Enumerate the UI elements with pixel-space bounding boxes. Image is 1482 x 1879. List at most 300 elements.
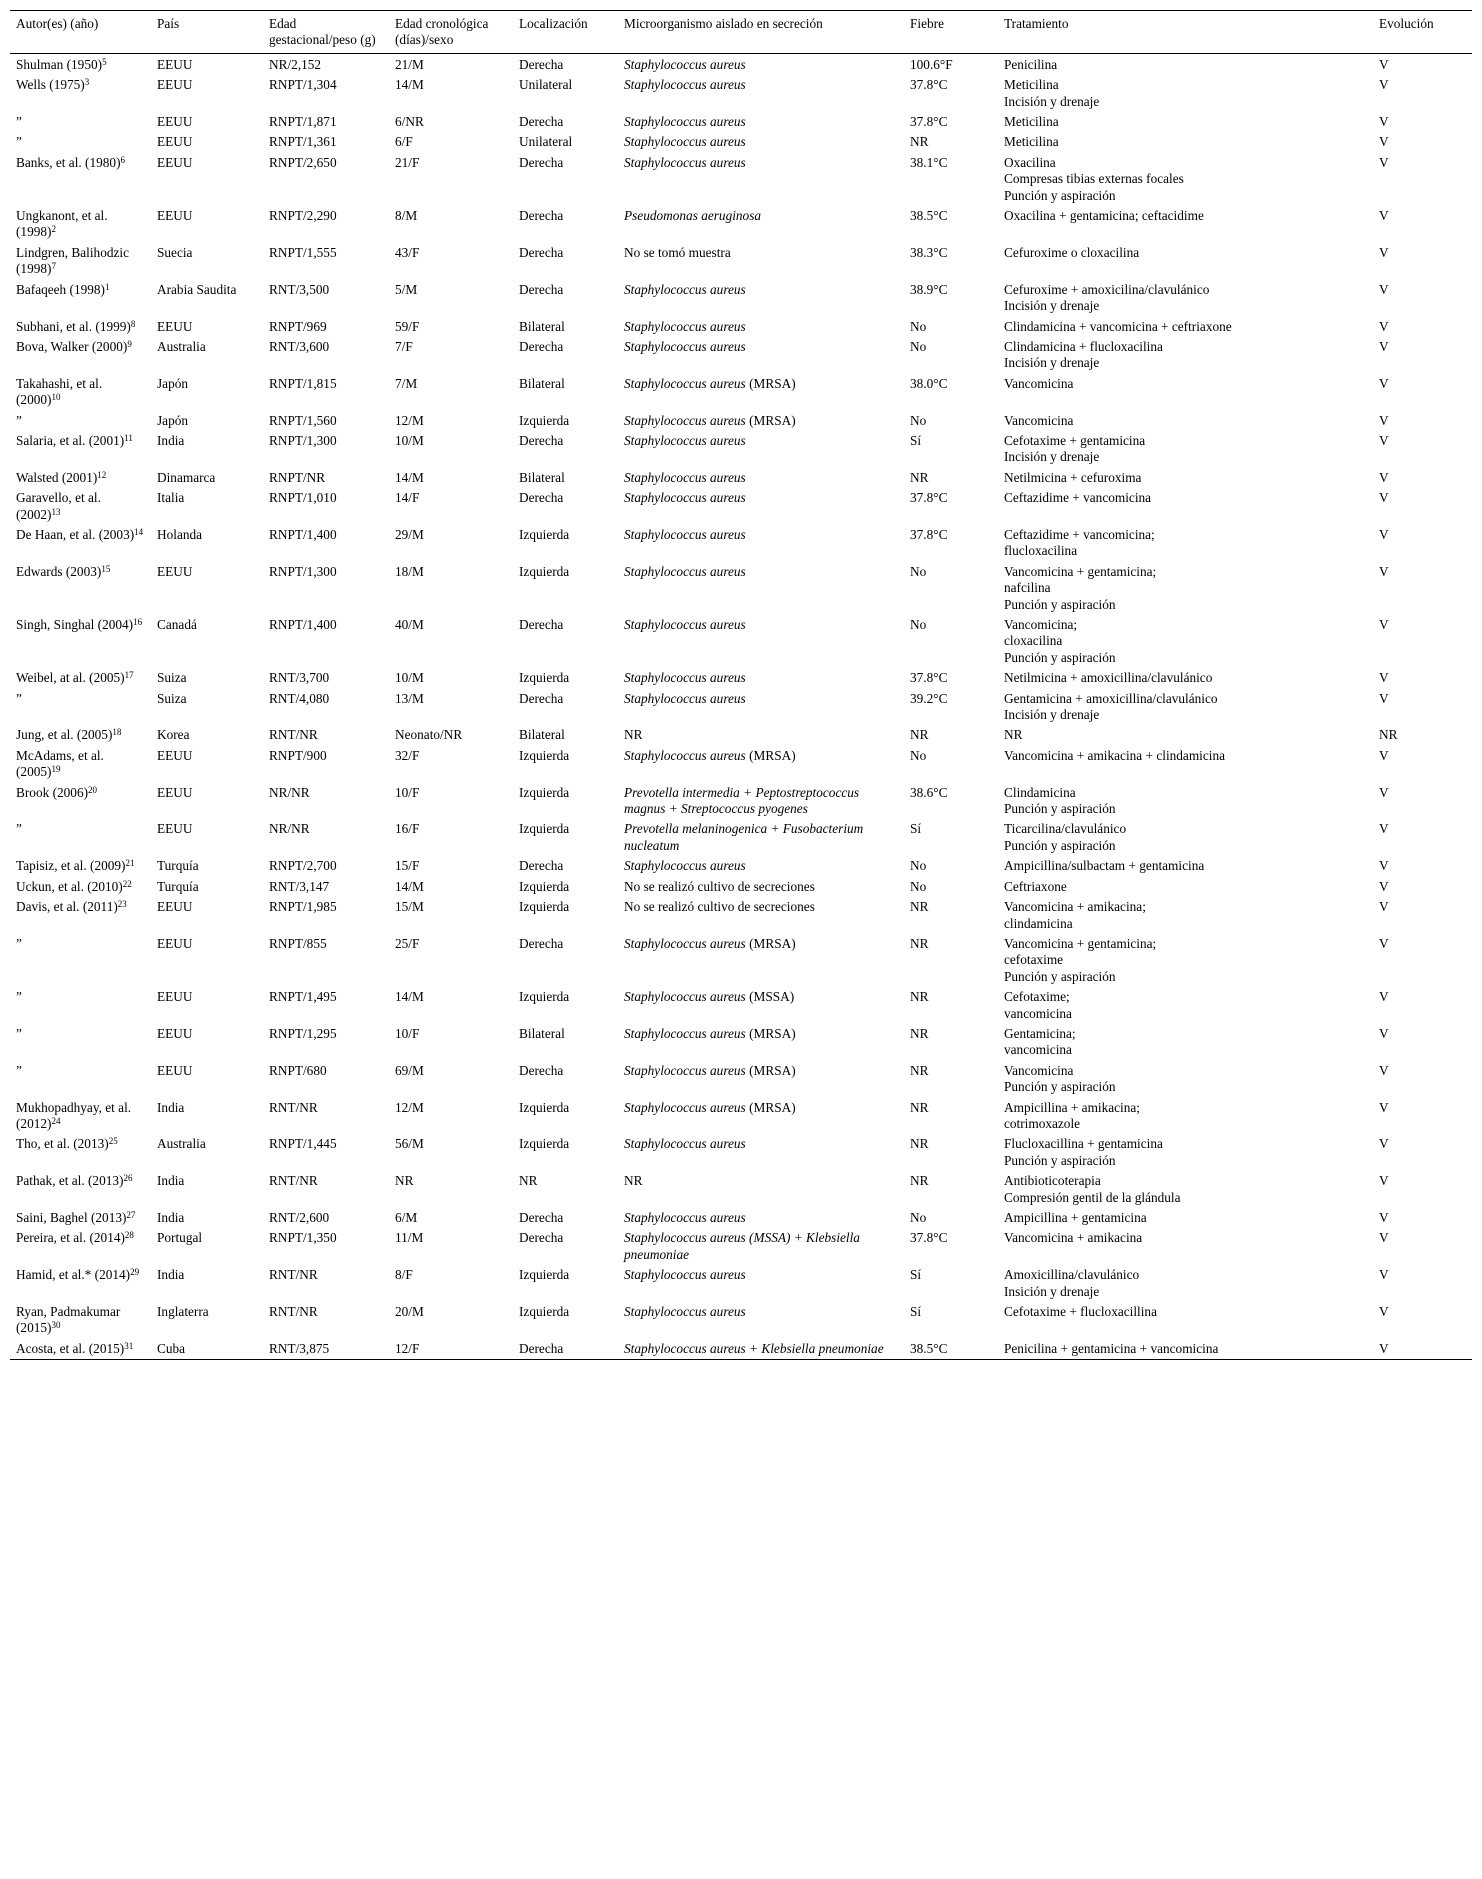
cell-treatment [998,1098,1373,1135]
author-text: Bova, Walker (2000) [16,338,128,354]
cell-country: Turquía [157,878,199,894]
cell-chronological-age: 21/F [395,154,420,170]
cell-fever: No [910,747,927,763]
cell-microorganism [618,374,904,411]
col-header-treatment: Tratamiento [1004,16,1069,31]
microorganism-text: Staphylococcus aureus [624,318,746,334]
cell-country: EEUU [157,899,193,915]
cell-evolution: V [1379,432,1389,448]
cell-gestational-age: RNT/3,875 [269,1340,330,1356]
cell-evolution: V [1379,1062,1389,1078]
author-text: Uckun, et al. (2010) [16,878,123,894]
cell-chronological-age: 10/F [395,784,420,800]
cell-country: Australia [157,338,206,354]
cell-location: Derecha [519,490,564,506]
cell-location: Derecha [519,935,564,951]
cell-evolution: V [1379,617,1389,632]
treatment-line: Gentamicina; [1004,1025,1076,1041]
cell-author [10,75,151,112]
cell-location: Izquierda [519,1304,570,1320]
microorganism-text: Staphylococcus aureus [624,77,746,93]
table-row [10,317,1472,337]
cell-gestational-age: RNT/4,080 [269,690,330,706]
microorganism-text: Staphylococcus aureus [624,1062,746,1078]
treatment-line: Vancomicina + amikacina [1004,1230,1143,1246]
table-row [10,934,1472,987]
cell-author [10,431,151,468]
microorganism-text: Staphylococcus aureus [624,747,746,763]
cell-microorganism [618,668,904,688]
cell-country: India [157,1267,185,1283]
cell-gestational-age: RNT/3,500 [269,281,330,297]
cell-country: India [157,1099,185,1115]
reference-number: 3 [84,77,90,88]
cell-evolution: V [1379,375,1389,391]
author-text: Takahashi, et al. (2000) [16,375,103,408]
reference-number: 14 [134,526,144,537]
cell-gestational-age: RNPT/1,361 [269,134,337,150]
cell-location: Derecha [519,432,564,448]
treatment-line: Punción y aspiración [1004,1079,1116,1095]
microorganism-text: Staphylococcus aureus [624,989,746,1005]
cell-country: EEUU [157,1062,193,1078]
microorganism-text: Staphylococcus aureus [624,690,746,706]
treatment-line: Cefuroxime + amoxicilina/clavulánico [1004,281,1210,297]
cell-gestational-age: RNT/NR [269,727,318,743]
microorganism-text: Staphylococcus aureus [624,563,746,579]
cell-author [10,725,151,745]
cell-chronological-age: 40/M [395,617,424,632]
table-row [10,431,1472,468]
cell-country: Japón [157,375,189,391]
cell-fever: No [910,318,927,334]
treatment-line: Vancomicina + amikacina; [1004,899,1146,915]
cell-microorganism [618,725,904,745]
cell-treatment [998,132,1373,152]
cell-author [10,562,151,615]
treatment-line: Meticilina [1004,134,1059,150]
cell-country: Inglaterra [157,1304,209,1320]
cell-chronological-age: 14/F [395,490,420,506]
cell-gestational-age: RNT/2,600 [269,1210,330,1225]
microorganism-text: Staphylococcus aureus [624,1136,746,1152]
cell-gestational-age: RNPT/NR [269,469,326,485]
table-row [10,374,1472,411]
treatment-line: Vancomicina [1004,1062,1074,1078]
microorganism-text: NR [624,727,643,743]
cell-chronological-age: 12/F [395,1340,420,1356]
microorganism-text: Staphylococcus aureus [624,281,746,297]
col-header-author: Autor(es) (año) [16,16,99,31]
microorganism-text: Staphylococcus aureus [624,412,746,428]
treatment-line: Oxacilina [1004,154,1056,170]
cell-fever: 37.8°C [910,1230,948,1246]
microorganism-text: Staphylococcus aureus [624,1267,746,1283]
cell-author [10,53,151,75]
cell-chronological-age: 16/F [395,821,420,837]
treatment-line: Netilmicina + amoxicillina/clavulánico [1004,670,1213,686]
author-text: ” [16,690,22,706]
cell-fever: 37.8°C [910,670,948,686]
cell-author [10,856,151,876]
cell-location: Bilateral [519,318,565,334]
cell-evolution: V [1379,821,1389,837]
cell-fever: 100.6°F [910,56,953,72]
cell-microorganism [618,1302,904,1339]
cell-treatment [998,746,1373,783]
author-text: Jung, et al. (2005) [16,727,113,743]
reference-number: 7 [51,261,56,272]
cell-chronological-age: 14/M [395,989,424,1005]
cell-location: Derecha [519,338,564,354]
cell-country: EEUU [157,134,193,150]
cell-treatment [998,112,1373,132]
cell-gestational-age: RNPT/1,555 [269,244,337,260]
cell-treatment [998,877,1373,897]
cell-evolution: V [1379,244,1389,260]
cell-country: EEUU [157,1025,193,1041]
cell-treatment [998,468,1373,488]
author-text: Salaria, et al. (2001) [16,432,125,448]
cell-location: Izquierda [519,670,570,686]
cell-gestational-age: RNPT/2,700 [269,858,337,874]
treatment-line: Meticilina [1004,77,1059,93]
cell-evolution: V [1379,56,1389,72]
cell-chronological-age: 15/M [395,899,424,915]
cell-author [10,525,151,562]
author-text: De Haan, et al. (2003) [16,526,135,542]
cell-gestational-age: RNT/3,600 [269,338,330,354]
cell-fever: No [910,617,927,632]
treatment-line: Ceftazidime + vancomicina; [1004,526,1155,542]
reference-number: 15 [101,563,111,574]
treatment-line: Gentamicina + amoxicillina/clavulánico [1004,690,1218,706]
microorganism-text: No se realizó cultivo de secreciones [624,878,815,894]
treatment-line: Vancomicina + amikacina + clindamicina [1004,747,1226,763]
cell-location: Izquierda [519,747,570,763]
cell-fever: 39.2°C [910,690,948,706]
cell-treatment [998,280,1373,317]
cell-gestational-age: RNT/3,700 [269,670,330,686]
author-text: ” [16,935,22,951]
cell-evolution: V [1379,1136,1389,1152]
cell-fever: Sí [910,1267,922,1283]
cell-chronological-age: 18/M [395,563,424,579]
table-row [10,75,1472,112]
cell-location: Derecha [519,1230,564,1246]
resistance-tag: (MRSA) [745,412,796,428]
cell-microorganism [618,1339,904,1360]
cell-fever: NR [910,1136,929,1152]
cell-treatment [998,897,1373,934]
table-container [10,10,1472,1360]
cell-microorganism [618,689,904,726]
treatment-line: Amoxicillina/clavulánico [1004,1267,1140,1283]
cell-chronological-age: 14/M [395,469,424,485]
cell-chronological-age: 7/F [395,338,413,354]
cell-location: NR [519,1173,538,1189]
reference-number: 25 [108,1136,118,1147]
cell-chronological-age: 8/F [395,1267,413,1283]
cell-author [10,1302,151,1339]
header-row [10,11,1472,54]
cell-location: Derecha [519,617,564,632]
cell-author [10,1024,151,1061]
cell-treatment [998,75,1373,112]
cell-gestational-age: RNPT/1,815 [269,375,337,391]
cell-treatment [998,206,1373,243]
author-text: Tho, et al. (2013) [16,1136,109,1152]
microorganism-text: Staphylococcus aureus [624,469,746,485]
cell-fever: NR [910,935,929,951]
cell-country: Cuba [157,1340,186,1356]
cell-treatment [998,819,1373,856]
author-text: ” [16,989,22,1005]
cell-chronological-age: 6/NR [395,114,424,130]
reference-number: 22 [122,878,132,889]
microorganism-text: Staphylococcus aureus [624,338,746,354]
cell-microorganism [618,1061,904,1098]
treatment-line: Ampicillina + amikacina; [1004,1099,1140,1115]
cell-chronological-age: 25/F [395,935,420,951]
reference-number: 5 [102,56,107,67]
resistance-tag: (MRSA) [745,935,796,951]
cell-author [10,877,151,897]
table-row [10,987,1472,1024]
cell-fever: NR [910,1025,929,1041]
microorganism-text: Staphylococcus aureus [624,56,746,72]
cell-microorganism [618,1024,904,1061]
cell-microorganism [618,1171,904,1208]
cell-location: Derecha [519,1210,564,1225]
cell-microorganism [618,897,904,934]
reference-number: 13 [51,506,61,517]
author-text: ” [16,134,22,150]
author-text: Wells (1975) [16,77,85,93]
cell-treatment [998,1265,1373,1302]
cell-evolution: V [1379,1025,1389,1041]
cell-chronological-age: 13/M [395,690,424,706]
microorganism-text: Staphylococcus aureus [624,375,746,391]
resistance-tag: (MRSA) [745,1099,796,1115]
reference-number: 12 [97,469,107,480]
cell-gestational-age: NR/NR [269,784,310,800]
treatment-line: Cefotaxime; [1004,989,1070,1005]
cell-country: EEUU [157,821,193,837]
cell-treatment [998,488,1373,525]
treatment-line: NR [1004,727,1023,743]
author-text: Acosta, et al. (2015) [16,1340,125,1356]
treatment-line: Oxacilina + gentamicina; ceftacidime [1004,208,1204,224]
resistance-tag: (MRSA) [745,375,796,391]
treatment-line: Vancomicina [1004,375,1074,391]
cell-author [10,783,151,820]
cell-microorganism [618,132,904,152]
cell-treatment [998,689,1373,726]
table-row [10,615,1472,668]
cell-gestational-age: RNPT/1,300 [269,432,337,448]
resistance-tag: (MRSA) [745,1025,796,1041]
cell-gestational-age: RNT/3,147 [269,878,330,894]
table-row [10,1302,1472,1339]
cell-author [10,280,151,317]
cell-country: Holanda [157,526,203,542]
author-text: Ryan, Padmakumar (2015) [16,1304,121,1336]
cell-author [10,819,151,856]
cell-location: Izquierda [519,412,570,428]
cell-chronological-age: 10/M [395,670,424,686]
cell-location: Derecha [519,154,564,170]
table-row [10,337,1472,374]
cell-treatment [998,562,1373,615]
cell-author [10,987,151,1024]
cell-author [10,317,151,337]
cell-microorganism [618,112,904,132]
cell-chronological-age: 12/M [395,1099,424,1115]
cell-country: Canadá [157,617,197,632]
cell-treatment [998,1061,1373,1098]
cell-treatment [998,337,1373,374]
cell-chronological-age: 7/M [395,375,418,391]
cell-country: EEUU [157,154,193,170]
cell-microorganism [618,206,904,243]
microorganism-text: No se realizó cultivo de secreciones [624,899,815,915]
cell-country: EEUU [157,747,193,763]
cell-country: Japón [157,412,189,428]
cell-treatment [998,1302,1373,1339]
cell-treatment [998,1208,1373,1228]
cell-location: Derecha [519,208,564,224]
cell-location: Derecha [519,858,564,874]
cell-fever: 37.8°C [910,114,948,130]
cell-location: Bilateral [519,469,565,485]
cell-gestational-age: RNPT/1,871 [269,114,337,130]
cell-fever: 38.6°C [910,784,948,800]
microorganism-text: NR [624,1173,643,1189]
resistance-tag: (MSSA) [745,989,795,1005]
cell-author [10,668,151,688]
cell-country: Korea [157,727,190,743]
author-text: Pathak, et al. (2013) [16,1173,124,1189]
table-row [10,280,1472,317]
cell-evolution: V [1379,690,1389,706]
microorganism-text: Staphylococcus aureus [624,617,746,632]
cell-location: Izquierda [519,878,570,894]
cell-location: Izquierda [519,989,570,1005]
cell-author [10,132,151,152]
cell-treatment [998,934,1373,987]
microorganism-text: Staphylococcus aureus [624,1099,746,1115]
col-header-country: País [157,16,180,31]
treatment-line: Punción y aspiración [1004,837,1116,853]
cell-author [10,411,151,431]
cell-fever: NR [910,134,929,150]
cell-evolution: V [1379,338,1389,354]
cell-country: India [157,1173,185,1189]
cell-microorganism [618,562,904,615]
cell-author [10,1339,151,1360]
reference-number: 18 [112,727,122,738]
microorganism-text: Staphylococcus aureus [624,432,746,448]
cell-treatment [998,783,1373,820]
microorganism-text: Staphylococcus aureus + Klebsiella pneumoniae [624,1340,884,1356]
cell-gestational-age: RNPT/1,350 [269,1230,337,1246]
cell-fever: 38.5°C [910,1340,948,1356]
cell-chronological-age: 6/M [395,1210,418,1225]
author-text: Mukhopadhyay, et al. (2012) [16,1099,132,1131]
cell-evolution: V [1379,77,1389,93]
cell-author [10,689,151,726]
table-row [10,468,1472,488]
reference-number: 20 [88,784,98,795]
cell-fever: NR [910,989,929,1005]
cell-location: Derecha [519,244,564,260]
cell-country: EEUU [157,318,193,334]
cell-location: Unilateral [519,77,573,93]
author-text: Pereira, et al. (2014) [16,1230,125,1246]
cell-chronological-age: NR [395,1173,414,1189]
treatment-line: nafcilina [1004,580,1051,596]
col-header-microorganism: Microorganismo aislado en secreción [624,16,823,31]
cell-fever: No [910,878,927,894]
treatment-line: Cefotaxime + flucloxacillina [1004,1304,1157,1320]
table-row [10,783,1472,820]
cell-microorganism [618,1228,904,1265]
cell-author [10,1208,151,1228]
cell-author [10,1098,151,1135]
cell-fever: 38.5°C [910,208,948,224]
cell-treatment [998,153,1373,206]
cell-country: EEUU [157,114,193,130]
table-row [10,1228,1472,1265]
cell-chronological-age: 20/M [395,1304,424,1320]
reference-number: 16 [133,617,143,627]
table-row [10,562,1472,615]
col-header-gestational-age: Edad gestacional/peso (g) [269,16,376,48]
treatment-line: flucloxacilina [1004,543,1078,559]
treatment-line: Penicilina + gentamicina + vancomicina [1004,1340,1219,1356]
author-text: Shulman (1950) [16,56,103,72]
treatment-line: Flucloxacillina + gentamicina [1004,1136,1163,1152]
cell-fever: NR [910,1099,929,1115]
author-text: McAdams, et al. (2005) [16,747,104,780]
reference-number: 21 [125,858,135,869]
cell-gestational-age: RNPT/969 [269,318,327,334]
treatment-line: Ceftriaxone [1004,878,1067,894]
microorganism-text: Staphylococcus aureus [624,1025,746,1041]
cell-fever: 37.8°C [910,490,948,506]
cell-chronological-age: Neonato/NR [395,727,463,743]
cell-fever: No [910,858,927,874]
cell-country: EEUU [157,784,193,800]
cell-evolution: V [1379,747,1389,763]
cell-chronological-age: 5/M [395,281,418,297]
cell-gestational-age: RNPT/1,560 [269,412,337,428]
treatment-line: Ampicillina + gentamicina [1004,1210,1147,1225]
cell-fever: 38.1°C [910,154,948,170]
cell-fever: NR [910,899,929,915]
cell-author [10,468,151,488]
cell-location: Izquierda [519,526,570,542]
cell-fever: NR [910,469,929,485]
treatment-line: Incisión y drenaje [1004,449,1100,465]
cell-location: Izquierda [519,1136,570,1152]
table-row [10,525,1472,562]
microorganism-text: Prevotella intermedia + Peptostreptococcus magnus + Streptococcus pyogenes [624,784,860,817]
author-text: Walsted (2001) [16,469,98,485]
table-row [10,1171,1472,1208]
cell-evolution: V [1379,989,1389,1005]
